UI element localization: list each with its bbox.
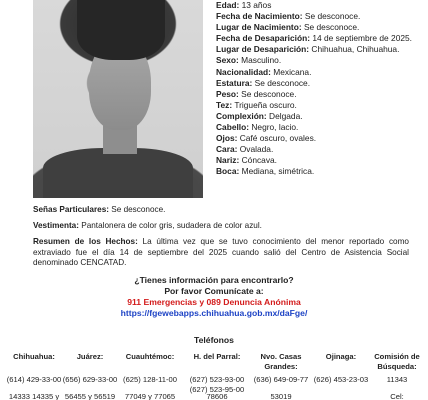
report-link[interactable]: https://fgewebapps.chihuahua.gob.mx/daFge/ bbox=[120, 308, 308, 318]
phone-ojinaga: (626) 453-23-03 bbox=[313, 375, 369, 384]
detail-birth-date: Fecha de Nacimiento: Se desconoce. bbox=[216, 11, 361, 22]
info-question: ¿Tienes información para encontrarlo? bbox=[134, 275, 294, 285]
ext-parral: 78606 bbox=[206, 392, 228, 400]
detail-weight: Peso: Se desconoce. bbox=[216, 88, 297, 99]
detail-hair: Cabello: Negro, lacio. bbox=[216, 122, 299, 133]
ext-chihuahua: 14333 14335 y bbox=[8, 392, 60, 400]
header-ojinaga: Ojinaga: bbox=[325, 352, 357, 361]
emergency-numbers: 911 Emergencias y 089 Denuncia Anónima bbox=[127, 297, 301, 307]
phone-nuevo-casas-grandes: (636) 649-09-77 bbox=[253, 375, 309, 384]
missing-person-photo bbox=[33, 0, 203, 198]
clothing: Vestimenta: Pantalonera de color gris, sudadera de color azul. bbox=[33, 221, 262, 230]
detail-age: Edad: 13 años bbox=[216, 0, 272, 10]
phone-chihuahua: (614) 429-33-00 bbox=[6, 375, 62, 384]
detail-skin: Tez: Trigueña oscuro. bbox=[216, 99, 297, 110]
phone-juarez: (656) 629-33-00 bbox=[62, 375, 118, 384]
detail-disappearance-date: Fecha de Desaparición: 14 de septiembre de 2025. bbox=[216, 33, 412, 44]
ext-nuevo-casas-grandes: 53019 bbox=[270, 392, 292, 400]
ext-cuauhtemoc: 77049 y 77065 bbox=[124, 392, 176, 400]
detail-nationality: Nacionalidad: Mexicana. bbox=[216, 66, 312, 77]
detail-birth-place: Lugar de Nacimiento: Se desconoce. bbox=[216, 22, 360, 33]
header-chihuahua: Chihuahua: bbox=[13, 352, 55, 361]
detail-sex: Sexo: Masculino. bbox=[216, 55, 282, 66]
detail-face: Cara: Ovalada. bbox=[216, 144, 274, 155]
ext-comision: Cel: bbox=[390, 392, 404, 400]
detail-build: Complexión: Delgada. bbox=[216, 110, 303, 121]
header-juarez: Juárez: bbox=[76, 352, 104, 361]
detail-eyes: Ojos: Café oscuro, ovales. bbox=[216, 133, 317, 144]
person-details bbox=[216, 0, 424, 178]
phone-parral: (627) 523-93-00 (627) 523-95-00 bbox=[189, 375, 245, 394]
detail-height: Estatura: Se desconoce. bbox=[216, 77, 311, 88]
header-cuauhtemoc: Cuauhtémoc: bbox=[125, 352, 175, 361]
header-comision: Comisión de Búsqueda: bbox=[374, 352, 420, 371]
ext-juarez: 56455 y 56519 bbox=[64, 392, 116, 400]
distinguishing-marks: Señas Particulares: Se desconoce. bbox=[33, 205, 166, 214]
detail-mouth: Boca: Mediana, simétrica. bbox=[216, 166, 315, 177]
header-parral: H. del Parral: bbox=[193, 352, 241, 361]
phone-comision: 11343 bbox=[386, 375, 408, 384]
incident-summary: Resumen de los Hechos: La última vez que se tuvo conocimiento del menor reportado como extraviado fue el día 14 de septiembre del 2025 cuando salió del Centro de Asistencia Social denominado CENCATAD. bbox=[33, 237, 409, 268]
phones-title: Teléfonos bbox=[194, 335, 234, 345]
detail-disappearance-place: Lugar de Desaparición: Chihuahua, Chihuahua. bbox=[216, 44, 400, 55]
contact-prompt: Por favor Comunícate a: bbox=[164, 286, 264, 296]
header-nuevo-casas-grandes: Nvo. Casas Grandes: bbox=[260, 352, 302, 371]
phone-cuauhtemoc: (625) 128-11-00 bbox=[123, 375, 177, 384]
detail-nose: Nariz: Cóncava. bbox=[216, 155, 277, 166]
